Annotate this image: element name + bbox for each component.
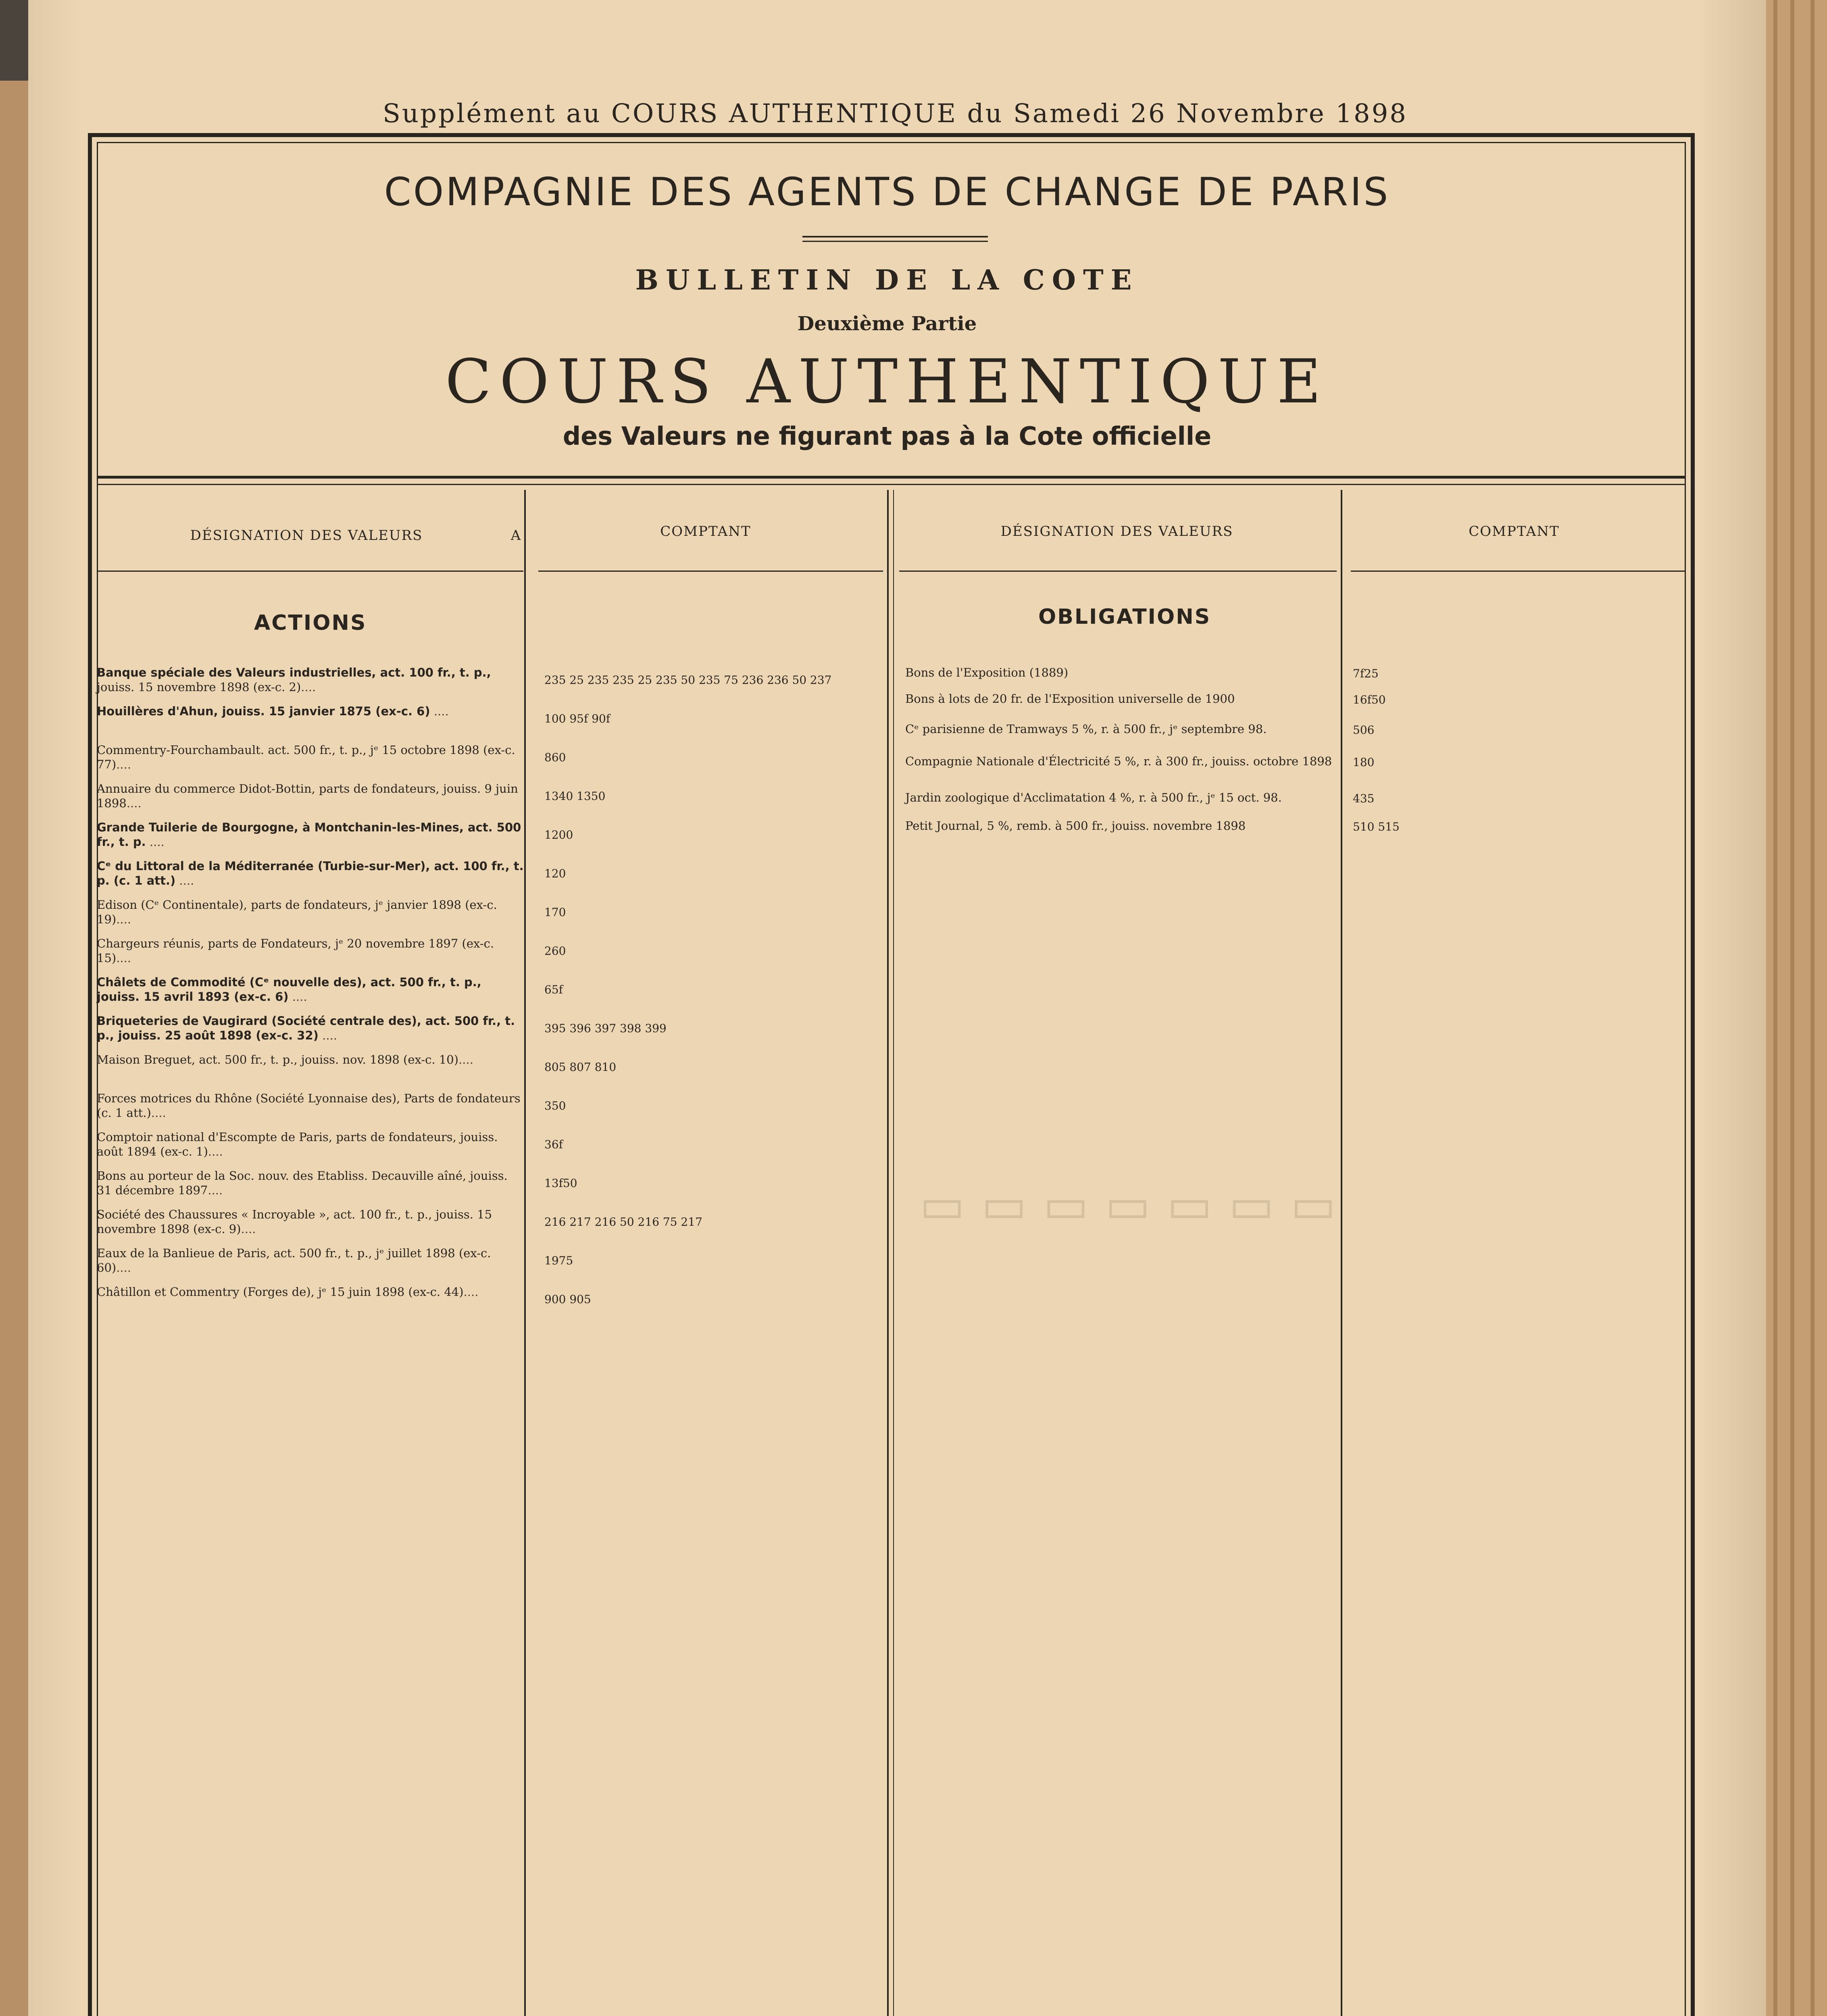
bulletin-title: BULLETIN DE LA COTE — [635, 264, 1139, 296]
obligation-price: 180 — [1353, 756, 1375, 769]
action-name-text: Commentry-Fourchambault. act. 500 fr., t. p., jᵉ 15 octobre 1898 (ex-c. 77) — [97, 743, 515, 771]
leader-dots: .... — [151, 1106, 166, 1120]
col-header-designation-left: DÉSIGNATION DES VALEURS — [190, 527, 423, 544]
leader-dots: .... — [116, 912, 131, 926]
leader-dots: .... — [116, 758, 131, 771]
obligation-name: Cᵉ parisienne de Tramways 5 %, r. à 500 fr., jᵉ septembre 98. — [905, 722, 1267, 736]
action-price: 235 25 235 235 25 235 50 235 75 236 236 50 237 — [544, 673, 832, 687]
page-edge-strip — [1790, 0, 1794, 2016]
leader-dots: .... — [126, 796, 142, 810]
action-name-text: Forces motrices du Rhône (Société Lyonnaise des), Parts de fondateurs (c. 1 att.) — [97, 1091, 521, 1120]
header-subtitle: des Valeurs ne figurant pas à la Cote officielle — [562, 421, 1212, 451]
action-name-bold: Briqueteries de Vaugirard (Société centrale des), act. 500 fr., t. p., jouiss. 25 août 1898 (ex-c. 32) — [97, 1014, 515, 1042]
col-header-marker: A — [510, 527, 522, 544]
leader-dots: .... — [463, 1285, 479, 1299]
action-price: 100 95f 90f — [544, 712, 610, 725]
action-name-bold: Grande Tuilerie de Bourgogne, à Montchanin-les-Mines, act. 500 fr., t. p. — [97, 821, 521, 849]
header-underline — [97, 571, 523, 572]
action-name-text: Bons au porteur de la Soc. nouv. des Etabliss. Decauville aîné, jouiss. 31 décembre 1897 — [97, 1169, 508, 1197]
action-price: 1975 — [544, 1254, 573, 1267]
action-name-text: Société des Chaussures « Incroyable », act. 100 fr., t. p., jouiss. 15 novembre 1898 (ex-c. 9) — [97, 1208, 492, 1236]
obligation-name: Jardin zoologique d'Acclimatation 4 %, r. à 500 fr., jᵉ 15 oct. 98. — [905, 791, 1282, 804]
leader-dots: .... — [208, 1145, 223, 1158]
action-name — [97, 859, 524, 888]
action-price: 395 396 397 398 399 — [544, 1022, 667, 1035]
leader-dots: .... — [208, 1183, 223, 1197]
action-name-bold: Banque spéciale des Valeurs industrielles, act. 100 fr., t. p., — [97, 666, 491, 679]
action-name — [97, 1168, 524, 1198]
action-price: 805 807 810 — [544, 1060, 617, 1074]
action-price: 350 — [544, 1099, 566, 1112]
action-price: 1340 1350 — [544, 789, 606, 803]
action-name — [97, 1130, 524, 1159]
action-name-text: jouiss. 15 novembre 1898 (ex-c. 2) — [97, 680, 301, 694]
action-name-bold: Châlets de Commodité (Cᵉ nouvelle des), act. 500 fr., t. p., jouiss. 15 avril 1893 (ex-c. 6) — [97, 975, 481, 1004]
column-divider — [887, 490, 889, 2016]
leader-dots: .... — [322, 1029, 337, 1042]
action-name-text: Annuaire du commerce Didot-Bottin, parts de fondateurs, jouiss. 9 juin 1898 — [97, 782, 518, 810]
col-header-designation-right: DÉSIGNATION DES VALEURS — [1000, 523, 1233, 539]
action-price: 1200 — [544, 828, 573, 841]
action-name — [97, 1207, 524, 1236]
obligation-name: Bons de l'Exposition (1889) — [905, 666, 1069, 679]
action-name — [97, 1052, 524, 1067]
action-price: 36f — [544, 1138, 563, 1151]
action-name — [97, 1285, 524, 1299]
action-price: 65f — [544, 983, 563, 996]
header-underline — [538, 571, 883, 572]
action-name-bold: Houillères d'Ahun, jouiss. 15 janvier 1875 (ex-c. 6) — [97, 704, 430, 718]
table-top-rule — [97, 476, 1686, 479]
leader-dots: .... — [458, 1053, 473, 1066]
action-name — [97, 1091, 524, 1120]
leader-dots: .... — [301, 680, 316, 694]
column-divider — [1341, 490, 1342, 2016]
supplement-line: Supplément au COURS AUTHENTIQUE du Samedi 26 Novembre 1898 — [382, 99, 1408, 129]
action-price: 170 — [544, 906, 566, 919]
section-actions: ACTIONS — [254, 611, 367, 635]
obligation-name: Bons à lots de 20 fr. de l'Exposition universelle de 1900 — [905, 692, 1235, 706]
action-name — [97, 975, 524, 1004]
column-divider — [524, 490, 526, 2016]
obligation-price: 506 — [1353, 723, 1375, 737]
col-header-comptant-right: COMPTANT — [1469, 523, 1560, 539]
cours-authentique-title: COURS AUTHENTIQUE — [445, 347, 1329, 417]
obligation-name: Compagnie Nationale d'Électricité 5 %, r. à 300 fr., jouiss. octobre 1898 — [905, 754, 1332, 768]
obligation-price: 7f25 — [1353, 667, 1379, 680]
company-title: COMPAGNIE DES AGENTS DE CHANGE DE PARIS — [384, 169, 1390, 215]
leader-dots: .... — [292, 990, 307, 1004]
action-price: 860 — [544, 751, 566, 764]
action-name-text: Comptoir national d'Escompte de Paris, parts de fondateurs, jouiss. août 1894 (ex-c. 1) — [97, 1130, 498, 1158]
action-name-text: Edison (Cᵉ Continentale), parts de fondateurs, jᵉ janvier 1898 (ex-c. 19) — [97, 898, 497, 926]
action-name — [97, 743, 524, 772]
page-edge-strip — [1773, 0, 1777, 2016]
action-price: 900 905 — [544, 1293, 591, 1306]
action-name — [97, 1246, 524, 1275]
action-price: 260 — [544, 944, 566, 958]
action-name — [97, 898, 524, 927]
action-name-bold: Cᵉ du Littoral de la Méditerranée (Turbie-sur-Mer), act. 100 fr., t. p. (c. 1 att.) — [97, 859, 524, 887]
table-top-rule-thin — [97, 484, 1686, 485]
page-edge-strip — [1810, 0, 1815, 2016]
leader-dots: .... — [116, 1261, 131, 1275]
binding-edge — [0, 0, 28, 2016]
obligation-price: 16f50 — [1353, 693, 1386, 706]
action-name — [97, 936, 524, 965]
obligation-price: 510 515 — [1353, 820, 1400, 833]
action-name — [97, 704, 524, 719]
action-name — [97, 781, 524, 810]
partie-label: Deuxième Partie — [797, 312, 977, 335]
action-name-text: Eaux de la Banlieue de Paris, act. 500 fr., t. p., jᵉ juillet 1898 (ex-c. 60) — [97, 1246, 491, 1275]
action-price: 120 — [544, 867, 566, 880]
header-underline — [899, 571, 1337, 572]
leader-dots: .... — [241, 1222, 256, 1236]
obligation-price: 435 — [1353, 792, 1375, 805]
section-obligations: OBLIGATIONS — [1038, 605, 1211, 629]
action-name-text: Châtillon et Commentry (Forges de), jᵉ 15 juin 1898 (ex-c. 44) — [97, 1285, 464, 1299]
action-name-text: Chargeurs réunis, parts de Fondateurs, jᵉ 20 novembre 1897 (ex-c. 15) — [97, 937, 494, 965]
page-stack-edge — [1766, 0, 1827, 2016]
leader-dots: .... — [179, 874, 194, 887]
leader-dots: .... — [149, 835, 165, 849]
action-price: 13f50 — [544, 1177, 577, 1190]
col-header-comptant-left: COMPTANT — [660, 523, 751, 539]
bleed-through: ▭▭▭▭▭▭▭ — [919, 1177, 1352, 1233]
header-underline — [1351, 571, 1686, 572]
leader-dots: .... — [433, 704, 449, 718]
header-rule — [802, 236, 988, 242]
action-name — [97, 820, 524, 849]
obligation-name: Petit Journal, 5 %, remb. à 500 fr., jouiss. novembre 1898 — [905, 819, 1246, 833]
leader-dots: .... — [116, 951, 131, 965]
action-name-text: Maison Breguet, act. 500 fr., t. p., jouiss. nov. 1898 (ex-c. 10) — [97, 1053, 459, 1066]
action-price: 216 217 216 50 216 75 217 — [544, 1215, 702, 1229]
column-divider-thin — [893, 490, 894, 2016]
action-name — [97, 665, 524, 694]
action-name — [97, 1014, 524, 1043]
